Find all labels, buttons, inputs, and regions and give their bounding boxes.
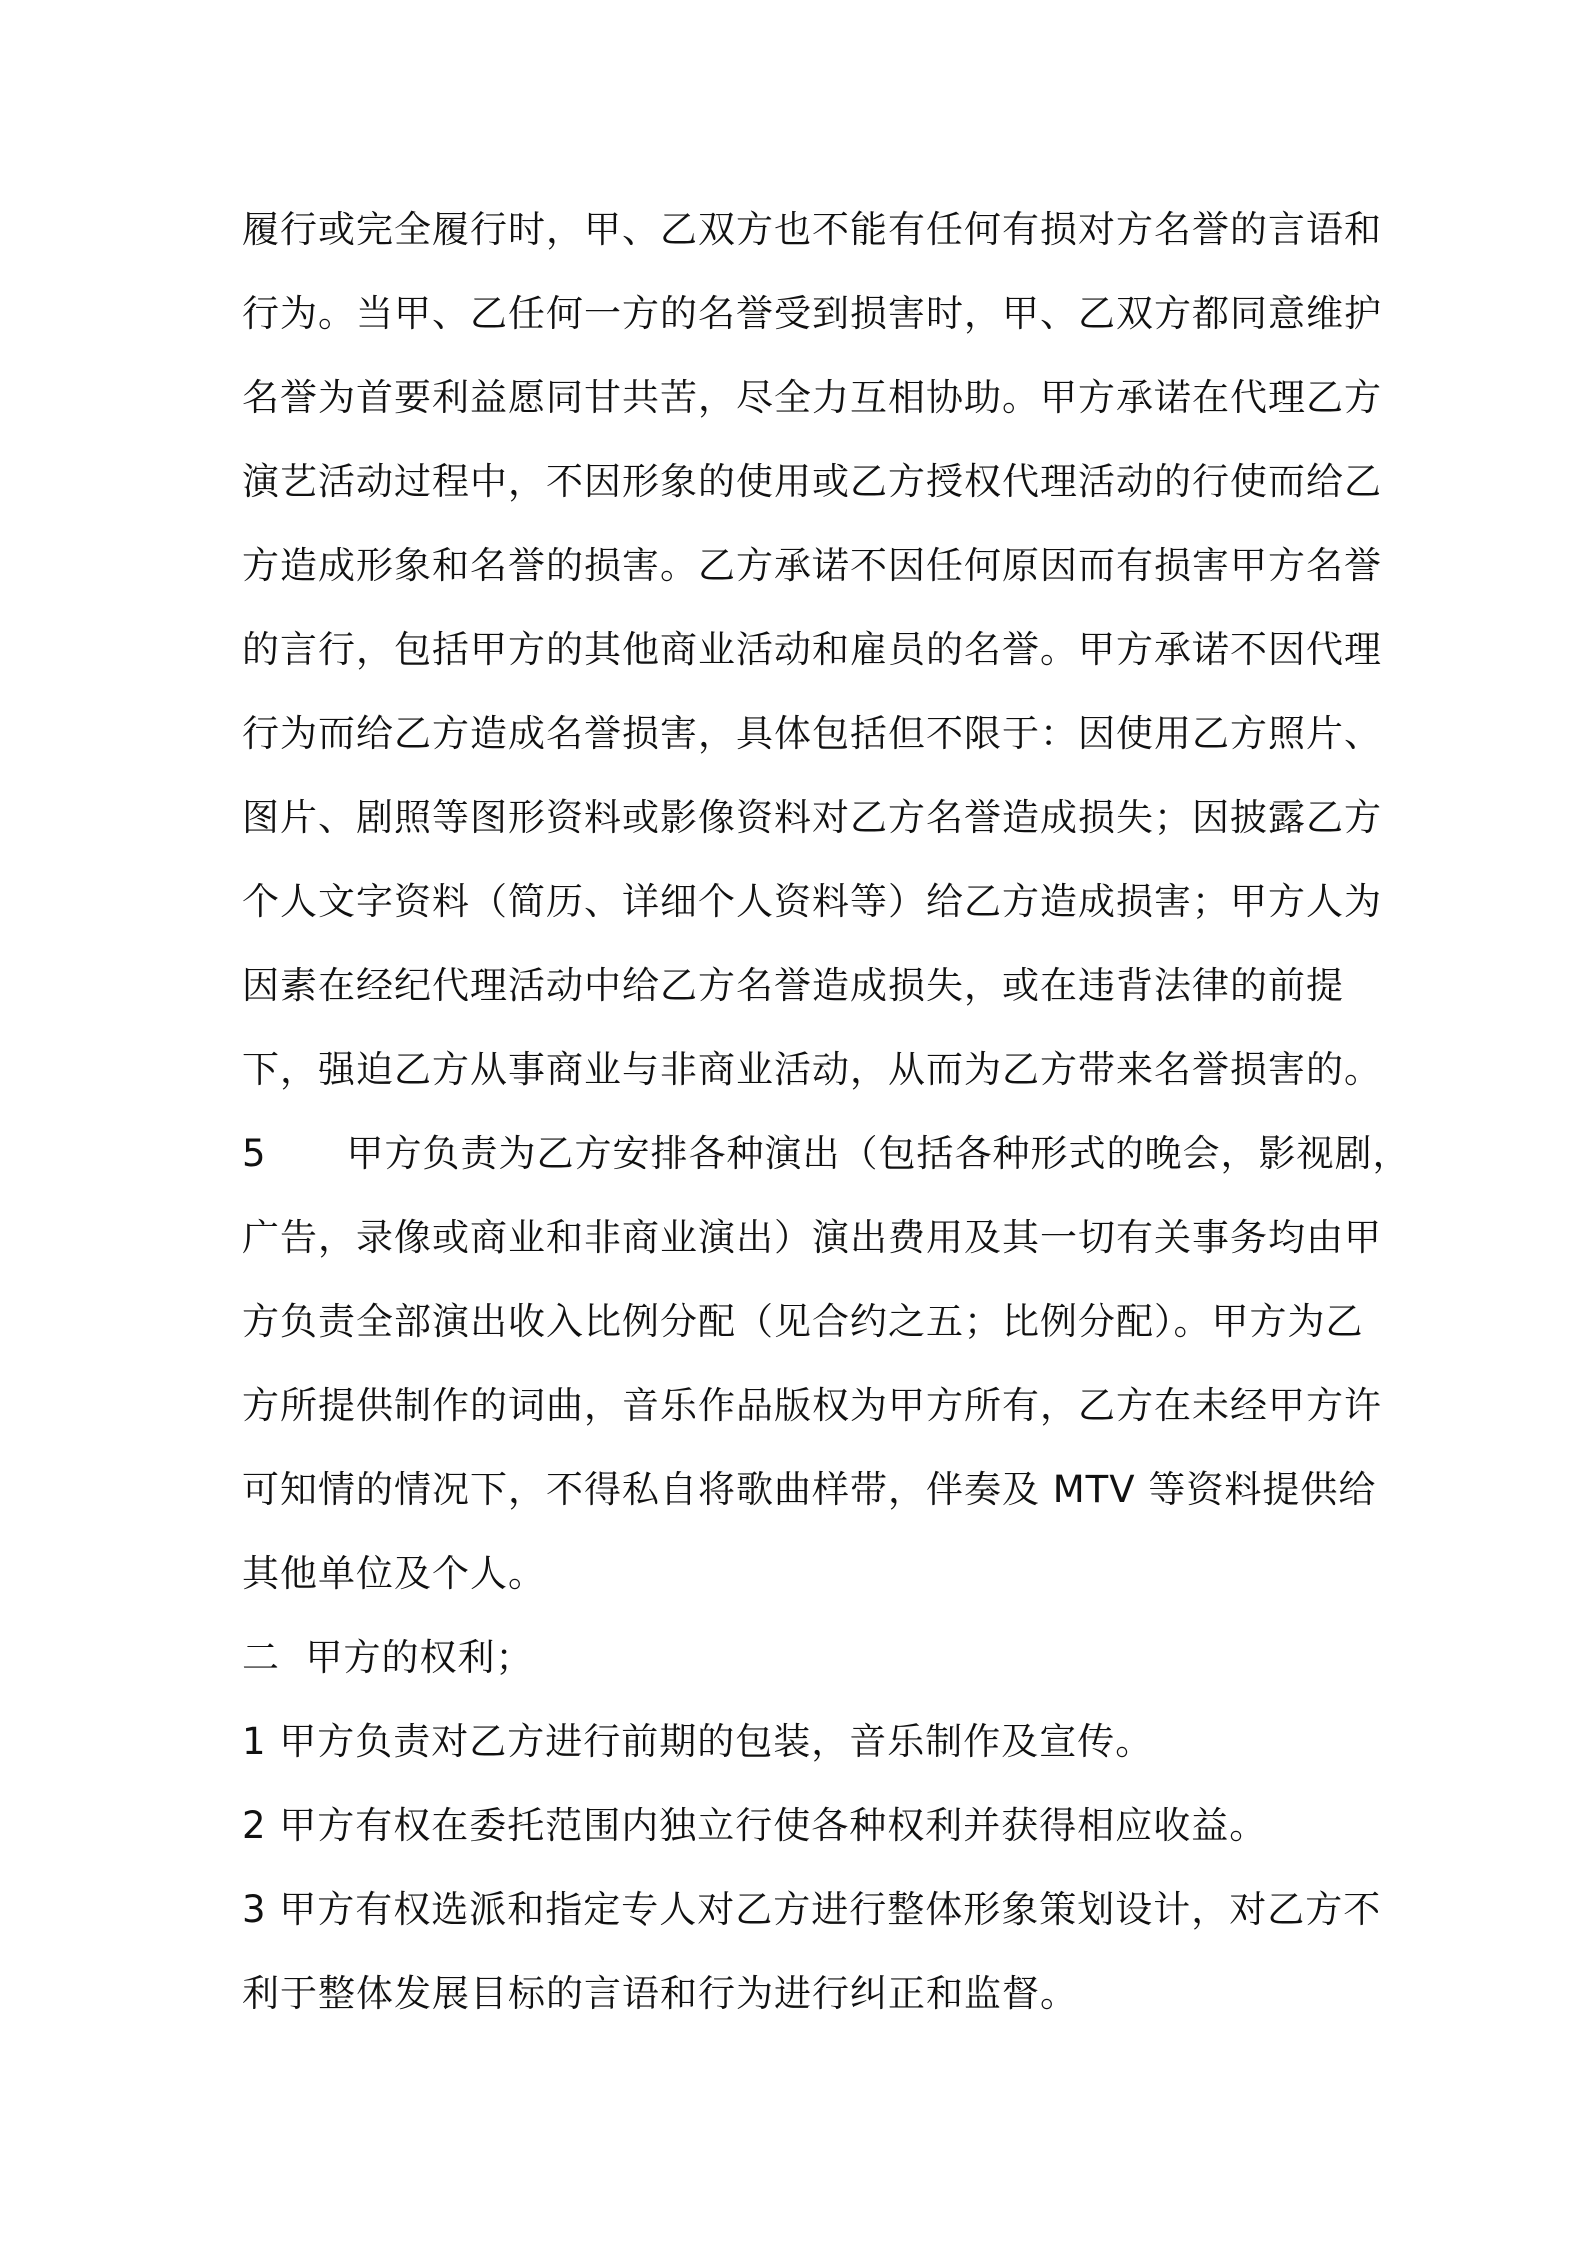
rights-item-3-continued: 利于整体发展目标的言语和行为进行纠正和监督。 [242, 1972, 1078, 2015]
section-heading: 二 甲方的权利； [242, 1636, 534, 1679]
paragraph-line: 履行或完全履行时，甲、乙双方也不能有任何有损对方名誉的言语和 [242, 208, 1382, 251]
paragraph-line: 因素在经纪代理活动中给乙方名誉造成损失，或在违背法律的前提 [242, 964, 1344, 1007]
paragraph-line: 图片、剧照等图形资料或影像资料对乙方名誉造成损失；因披露乙方 [242, 796, 1382, 839]
item-5-line: 可知情的情况下，不得私自将歌曲样带，伴奏及 MTV 等资料提供给 [242, 1468, 1377, 1511]
item-5-first-line [242, 1112, 1411, 1196]
paragraph-line: 行为而给乙方造成名誉损害，具体包括但不限于：因使用乙方照片、 [242, 712, 1382, 755]
paragraph-line: 的言行，包括甲方的其他商业活动和雇员的名誉。甲方承诺不因代理 [242, 628, 1382, 671]
paragraph-line: 方造成形象和名誉的损害。乙方承诺不因任何原因而有损害甲方名誉 [242, 544, 1382, 587]
paragraph-line: 行为。当甲、乙任何一方的名誉受到损害时，甲、乙双方都同意维护 [242, 292, 1382, 335]
item-5-line: 方所提供制作的词曲，音乐作品版权为甲方所有，乙方在未经甲方许 [242, 1384, 1382, 1427]
paragraph-line: 名誉为首要利益愿同甘共苦，尽全力互相协助。甲方承诺在代理乙方 [242, 376, 1382, 419]
rights-item-3: 3 甲方有权选派和指定专人对乙方进行整体形象策划设计，对乙方不 [242, 1888, 1382, 1931]
paragraph-line: 下，强迫乙方从事商业与非商业活动，从而为乙方带来名誉损害的。 [242, 1048, 1382, 1091]
paragraph-line: 演艺活动过程中，不因形象的使用或乙方授权代理活动的行使而给乙 [242, 460, 1382, 503]
rights-item-2: 2 甲方有权在委托范围内独立行使各种权利并获得相应收益。 [242, 1804, 1268, 1847]
item-5-line: 方负责全部演出收入比例分配（见合约之五；比例分配）。甲方为乙 [242, 1300, 1364, 1343]
item-5-line: 广告，录像或商业和非商业演出）演出费用及其一切有关事务均由甲 [242, 1216, 1382, 1259]
item-5-text: 甲方负责为乙方安排各种演出（包括各种形式的晚会，影视剧， [346, 1132, 1411, 1175]
item-5-number: 5 [242, 1132, 267, 1175]
paragraph-line: 个人文字资料（简历、详细个人资料等）给乙方造成损害；甲方人为 [242, 880, 1382, 923]
rights-item-1: 1 甲方负责对乙方进行前期的包装，音乐制作及宣传。 [242, 1720, 1154, 1763]
item-5-line: 其他单位及个人。 [242, 1552, 546, 1595]
